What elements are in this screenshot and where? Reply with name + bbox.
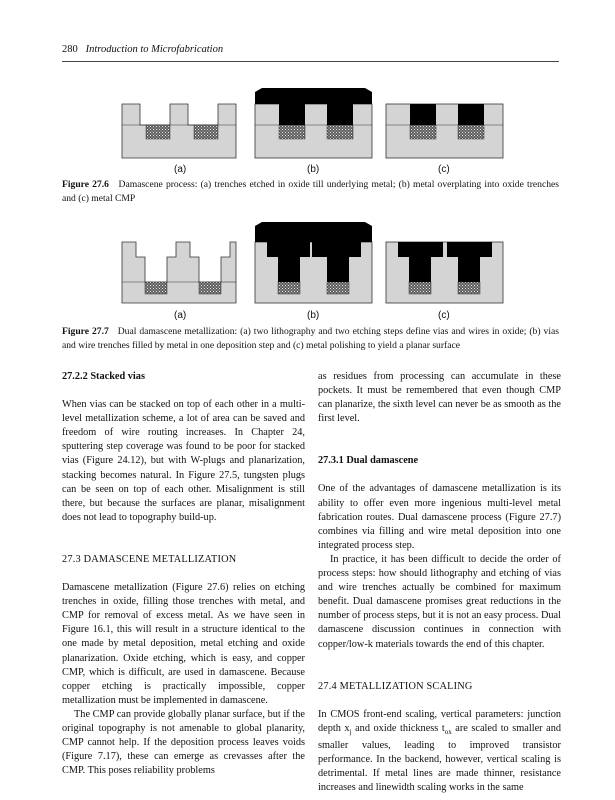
right-column xyxy=(318,370,561,795)
fig1-label-a: (a) xyxy=(174,164,187,175)
fig2-caption-text: Dual damascene metallization: (a) two lithography and two etching steps define vias and wires in oxide; (b) vias and wire trenches filled by metal in one deposition step and (c) metal polishing to yield a planar surface xyxy=(62,326,559,351)
fig2-panel-c xyxy=(386,242,503,303)
scaling-text-a: In CMOS front-end scaling, vertical parameters: junction depth x xyxy=(318,708,561,734)
fig2-a-metal-left xyxy=(145,282,167,294)
scaling-text-b: and oxide thickness t xyxy=(351,722,445,734)
fig1-panel-a xyxy=(122,104,236,158)
fig1-label-b: (b) xyxy=(307,164,320,175)
continued-paragraph: as residues from processing can accumulate in these pockets. It must be remembered that even though CMP can planarize, the sixth level can never be as smooth as the first level. xyxy=(318,371,561,425)
figure-27-7-caption xyxy=(62,325,559,353)
fig2-label-b: (b) xyxy=(307,310,320,321)
fig1-a-metal-right xyxy=(194,125,218,139)
running-header xyxy=(62,44,223,55)
header-rule xyxy=(62,61,559,62)
stacked-vias-paragraph: When vias can be stacked on top of each other in a multi-level metallization scheme, a lot of area can be saved and freedom of wire routing increases. In Chapter 24, sputtering step coverage was found to be poor for stacked vias (Figure 24.12), but with W-plugs and planarization, stacking becomes natural. In Figure 27.5, tungsten plugs can be seen on top of each other. Misalignment is still there, but because the surfaces are planar, misalignment does not lead to topography build-up. xyxy=(62,399,305,523)
section-heading-dual-damascene: 27.3.1 Dual damascene xyxy=(318,455,419,467)
scaling-text-c: are scaled to smaller and smaller values, leading to improved transistor performance. In the backend, however, vertical scaling is detrimental. If metal lines are made thinner, resistance increases and linewidth scaling works in the same xyxy=(318,722,561,794)
fig2-panel-a xyxy=(122,242,236,303)
figure-27-6-caption xyxy=(62,178,559,206)
damascene-paragraph-1: Damascene metallization (Figure 27.6) relies on etching trenches in oxide, filling those trenches with metal, and CMP for removal of excess metal. As we have seen in Figure 16.1, this will result in a structure identical to the one made by metal deposition, metal etching and oxide planarization. Oxide etching, which is easy, and copper CMP, which is difficult, are used in damascene. Because copper etching is practically impossible, copper metallization must be implemented in damascene. xyxy=(62,582,305,706)
fig1-a-metal-left xyxy=(146,125,170,139)
book-title: Introduction to Microfabrication xyxy=(85,44,224,55)
fig1-panel-c xyxy=(386,104,503,158)
fig1-c-metal-right xyxy=(458,104,484,125)
left-column xyxy=(62,370,305,778)
fig1-c-metal-left xyxy=(410,104,436,125)
fig2-label-c: (c) xyxy=(438,310,450,321)
fig1-caption-text: Damascene process: (a) trenches etched in oxide till underlying metal; (b) metal overplating into oxide trenches and (c) metal CMP xyxy=(62,179,559,204)
subscript-ox: ox xyxy=(444,727,452,736)
fig1-panel-b xyxy=(255,88,372,158)
dual-damascene-paragraph-1: One of the advantages of damascene metallization is its ability to offer even more ingenious multi-level metal fabrication routes. Dual damascene process (Figure 27.7) combines via filling and wire metal deposition into one integrated process step. xyxy=(318,483,561,551)
dual-damascene-paragraph-2: In practice, it has been difficult to decide the order of process steps: how should lithography and etching of vias and wire trenches actually be combined for maximum benefit. Dual damascene promises great reductions in the number of process steps, but it is not an easy process. Dual damascene discussion continues in connection with copper/low-k materials towards the end of this chapter. xyxy=(318,553,561,650)
fig2-panel-b xyxy=(255,222,372,303)
fig1-label-c: (c) xyxy=(438,164,450,175)
damascene-paragraph-2: The CMP can provide globally planar surface, but if the original topography is not amenable to global planarity, CMP cannot help. If the deposition process leaves voids (Figure 7.17), these can emerge as crevasses after the CMP. This poses reliability problems xyxy=(62,708,305,777)
page-number: 280 xyxy=(62,44,78,55)
section-heading-metallization-scaling: 27.4 METALLIZATION SCALING xyxy=(318,680,473,692)
figure-27-7-diagram xyxy=(0,220,615,310)
section-heading-damascene: 27.3 DAMASCENE METALLIZATION xyxy=(62,553,237,565)
scaling-paragraph xyxy=(318,708,561,796)
fig1-caption-label: Figure 27.6 xyxy=(62,179,109,190)
fig2-a-metal-right xyxy=(199,282,221,294)
fig2-label-a: (a) xyxy=(174,310,187,321)
fig2-caption-label: Figure 27.7 xyxy=(62,326,109,337)
subscript-j: j xyxy=(349,727,352,736)
section-heading-stacked-vias: 27.2.2 Stacked vias xyxy=(62,371,145,382)
